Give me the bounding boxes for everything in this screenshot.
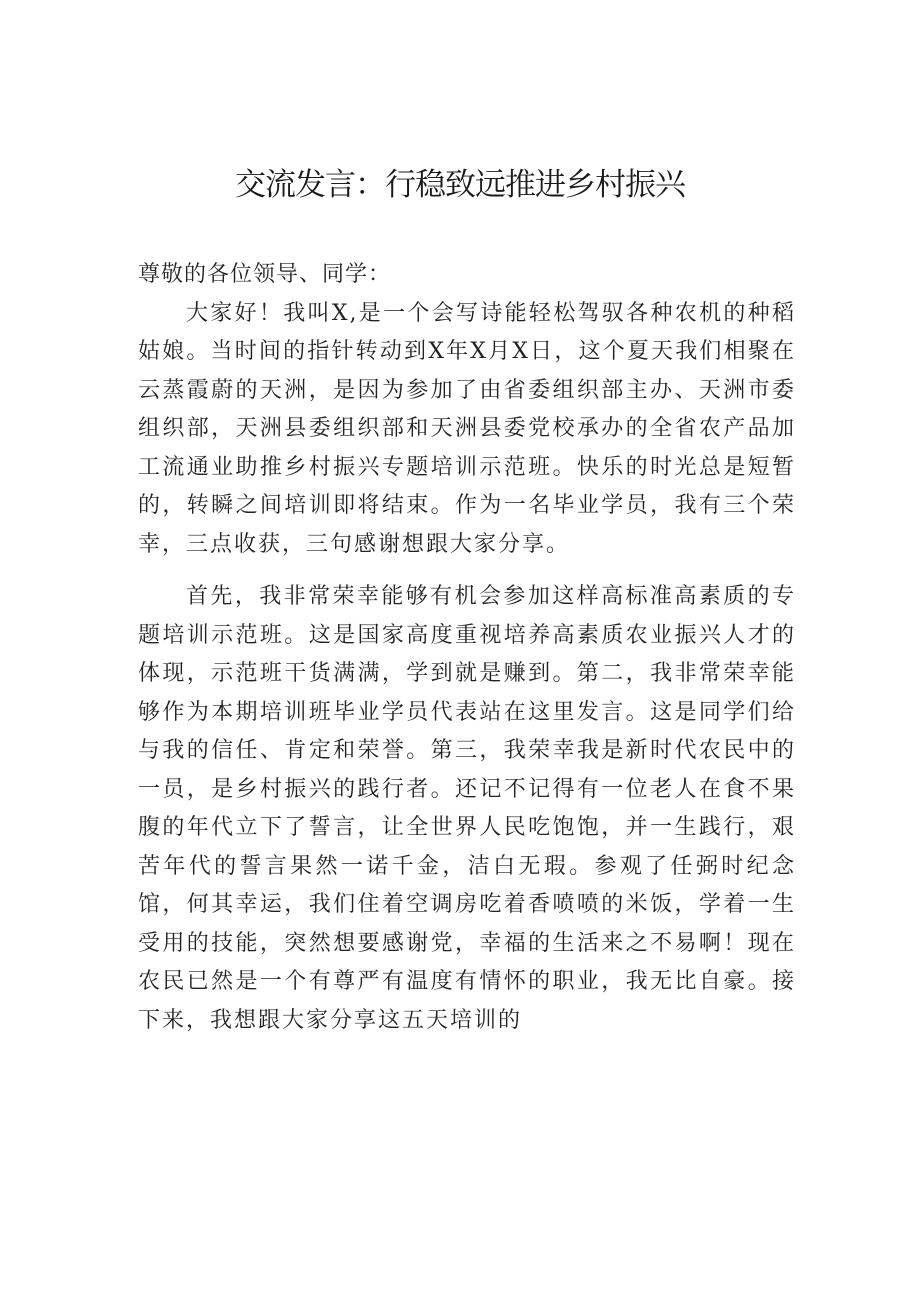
paragraph-introduction: 大家好！我叫X,是一个会写诗能轻松驾驭各种农机的种稻姑娘。当时间的指针转动到X年X月X日，这个夏天我们相聚在云蒸霞蔚的天洲，是因为参加了由省委组织部主办、天洲市委组织部，天洲县委组织部和天洲县委党校承办的全省农产品加工流通业助推乡村振兴专题培训示范班。快乐的时光总是短暂的，转瞬之间培训即将结束。作为一名毕业学员，我有三个荣幸，三点收获，三句感谢想跟大家分享。 [138,300,796,557]
document-body [138,256,796,1040]
document-title: 交流发言：行稳致远推进乡村振兴 [235,167,685,203]
paragraph-honors: 首先，我非常荣幸能够有机会参加这样高标准高素质的专题培训示范班。这是国家高度重视培养高素质农业振兴人才的体现，示范班干货满满，学到就是赚到。第二，我非常荣幸能够作为本期培训班毕业学员代表站在这里发言。这是同学们给与我的信任、肯定和荣誉。第三，我荣幸我是新时代农民中的一员，是乡村振兴的践行者。还记不记得有一位老人在食不果腹的年代立下了誓言，让全世界人民吃饱饱，并一生践行，艰苦年代的誓言果然一诺千金，洁白无瑕。参观了任弼时纪念馆，何其幸运，我们住着空调房吃着香喷喷的米饭，学着一生受用的技能，突然想要感谢党，幸福的生活来之不易啊！现在农民已然是一个有尊严有温度有情怀的职业，我无比自豪。接下来，我想跟大家分享这五天培训的 [138,584,796,1033]
greeting-line: 尊敬的各位领导、同学： [138,262,392,287]
